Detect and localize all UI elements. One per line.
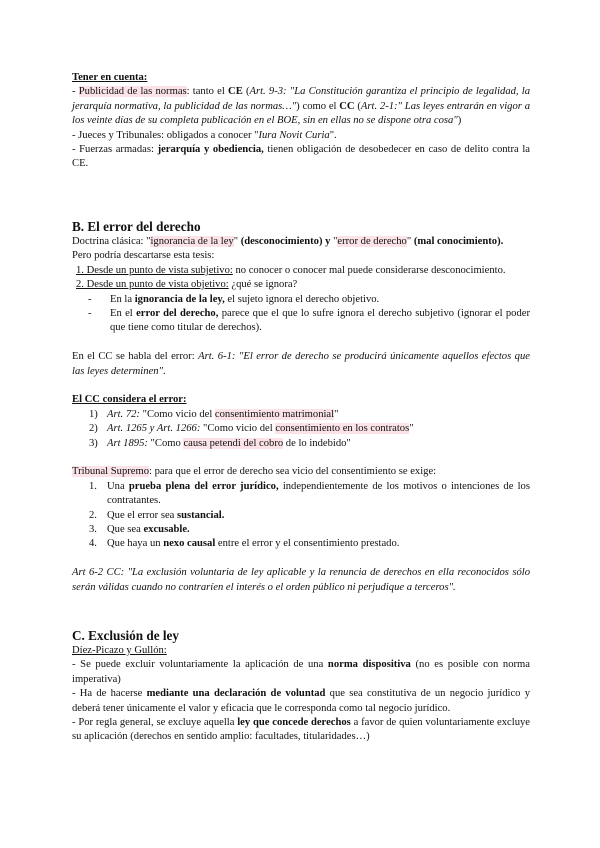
doctrina-clasica: Doctrina clásica: "ignorancia de la ley" (desconocimiento) y "error de derecho" (mal conocimiento). xyxy=(72,236,504,247)
cc-list-item: 2) Art. 1265 y Art. 1266: "Como vicio del consentimiento en los contratos" xyxy=(89,423,414,435)
art-6-2-quote: Art 6-2 CC: "La exclusión voluntaria de ley aplicable y la renuncia de derechos en ella reconocidos sólo serán válidas cuando no contraríen el interés o el orden público ni perjudique a terceros". xyxy=(72,567,530,593)
fuerzas-bullet: - Fuerzas armadas: jerarquía y obediencia, tienen obligación de desobedecer en caso de delito contra la CE. xyxy=(72,144,531,170)
dash-item-ignorancia: - En la ignorancia de la ley, el sujeto ignora el derecho objetivo. xyxy=(88,293,380,305)
tribunal-supremo-intro: Tribunal Supremo: para que el error de derecho sea vicio del consentimiento se exige: xyxy=(72,466,437,478)
descartar-tesis: Pero podría descartarse esta tesis: xyxy=(72,250,215,262)
ts-list-item: 3. Que sea excusable. xyxy=(89,524,190,536)
dash-item-error: - En el error del derecho, parece que el que lo sufre ignora el derecho subjetivo (ignorar el poder que tiene como titular de derechos). xyxy=(88,308,530,334)
norma-dispositiva-bullet: - Se puede excluir voluntariamente la aplicación de una norma dispositiva (no es posible con norma imperativa) xyxy=(72,659,530,685)
cc-considera-heading: El CC considera el error: xyxy=(72,394,187,406)
declaracion-voluntad-bullet: - Ha de hacerse mediante una declaración de voluntad que sea constitutiva de un negocio jurídico y deberá tener únicamente el valor y eficacia que le corresponda como tal negocio jurídico. xyxy=(72,688,530,714)
publicidad-bullet: - Publicidad de las normas: tanto el CE (Art. 9-3: "La Constitución garantiza el principio de legalidad, la jerarquía normativa, la publicidad de las normas…") como el CC (Art. 2-1:" Las leyes entrarán en vigor a los veinte días de su completa publicación en el BOE, sin en ellas no se dispone otra cosa") xyxy=(72,86,531,127)
tener-en-cuenta-section xyxy=(72,71,530,172)
authors-label: Díez-Picazo y Gullón: xyxy=(72,645,167,656)
cc-list-item: 3) Art 1895: "Como causa petendi del cobro de lo indebido" xyxy=(89,437,351,449)
tener-heading: Tener en cuenta: xyxy=(72,72,148,83)
jueces-bullet: - Jueces y Tribunales: obligados a conocer "Iura Novit Curia". xyxy=(72,129,337,141)
regla-general-bullet: - Por regla general, se excluye aquella ley que concede derechos a favor de quien voluntariamente excluye su aplicación (derechos en sentido amplio: facultades, titularidades…) xyxy=(72,717,530,743)
punto-subjetivo: 1. Desde un punto de vista subjetivo: no conocer o conocer mal puede considerarse desconocimiento. xyxy=(76,264,506,276)
section-b-title: B. El error del derecho xyxy=(72,219,201,234)
section-c xyxy=(72,627,530,745)
ts-list-item: 2. Que el error sea sustancial. xyxy=(89,509,225,521)
punto-objetivo: 2. Desde un punto de vista objetivo: ¿qué se ignora? xyxy=(76,279,298,291)
cc-error-paragraph: En el CC se habla del error: Art. 6-1: "El error de derecho se producirá únicamente aquellos efectos que las leyes determinen". xyxy=(72,351,530,377)
cc-list-item: 1) Art. 72: "Como vicio del consentimiento matrimonial" xyxy=(89,408,339,420)
ts-list-item: 4. Que haya un nexo causal entre el error y el consentimiento prestado. xyxy=(89,538,400,550)
section-b xyxy=(72,218,530,595)
ts-list-item: 1. Una prueba plena del error jurídico, independientemente de los motivos o intenciones de los contratantes. xyxy=(89,480,530,507)
section-c-title: C. Exclusión de ley xyxy=(72,628,179,643)
